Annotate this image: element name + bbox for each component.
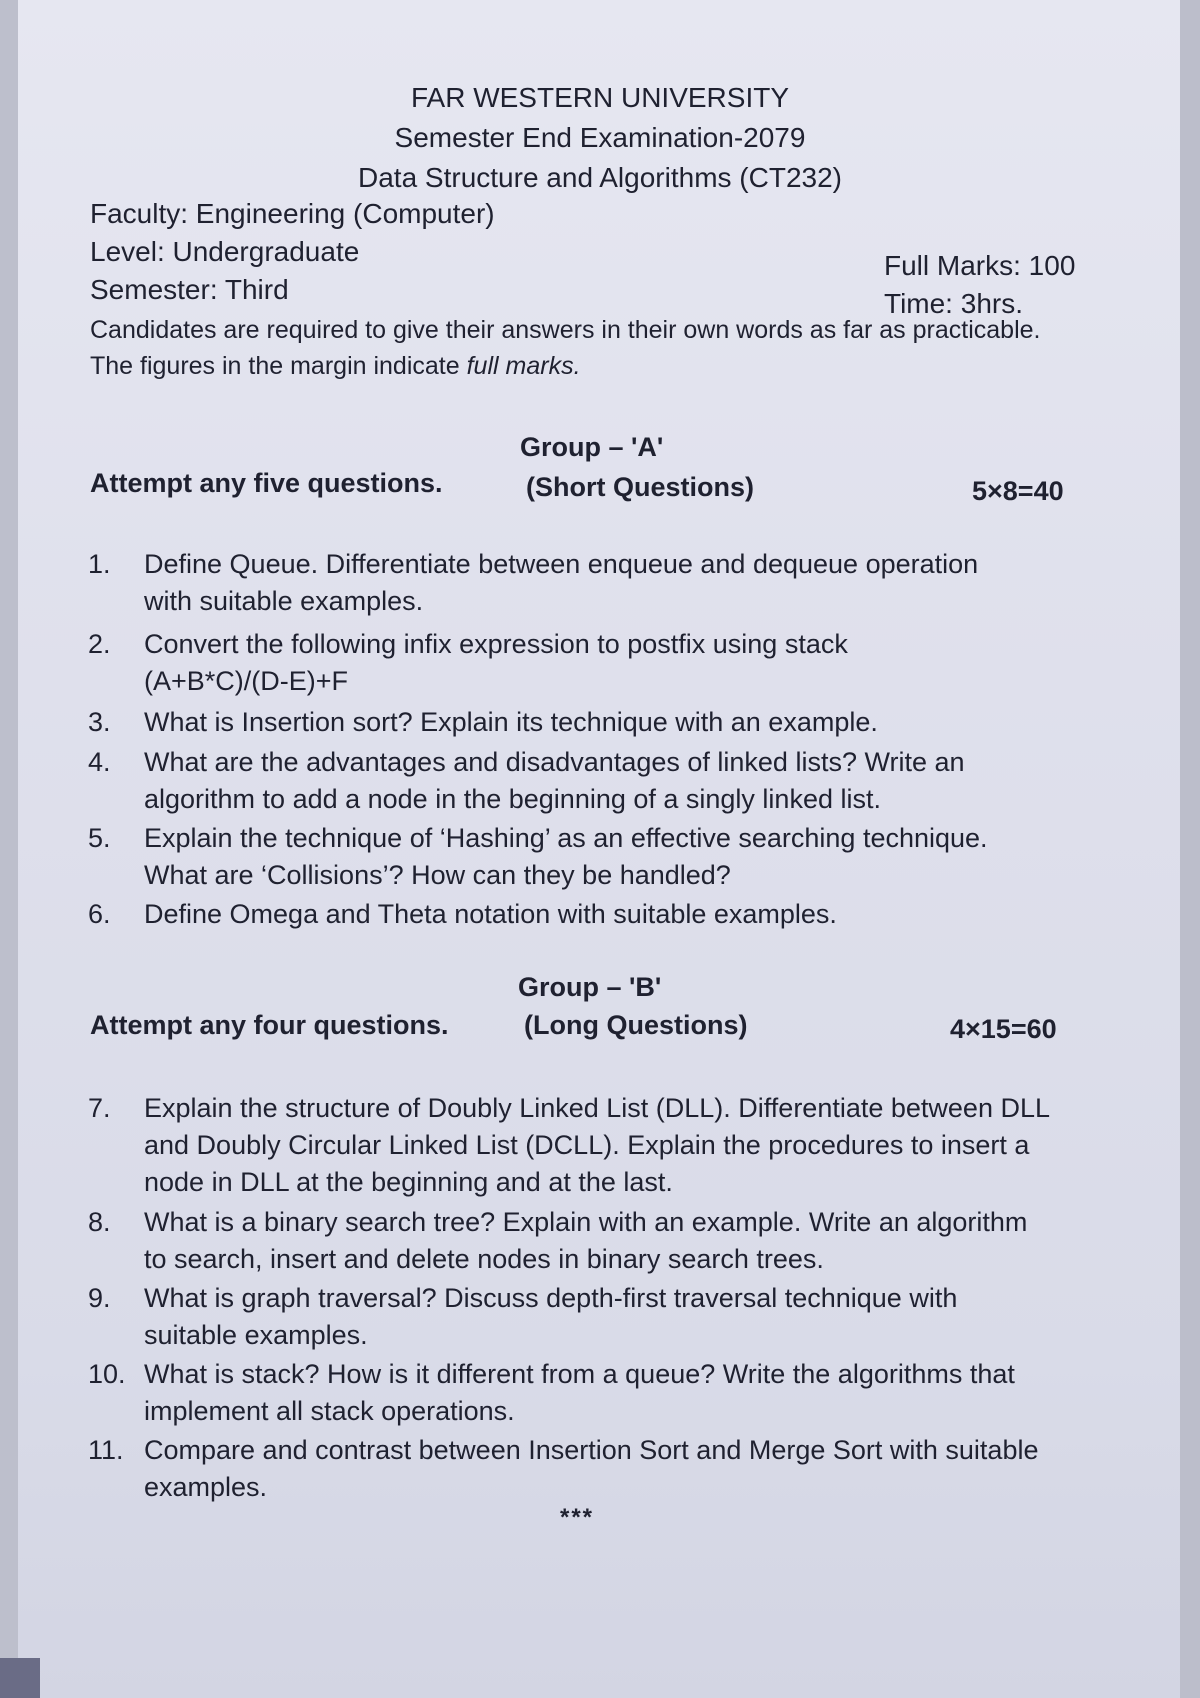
group-b-marks: 4×15=60	[950, 1014, 1057, 1044]
question-line: (A+B*C)/(D-E)+F	[144, 666, 349, 696]
scan-right-edge	[1180, 0, 1200, 1698]
university-title: FAR WESTERN UNIVERSITY	[410, 82, 790, 113]
question-number: 10.	[88, 1359, 126, 1389]
group-a-attempt: Attempt any five questions.	[90, 468, 443, 498]
question-line: Explain the structure of Doubly Linked List (DLL). Differentiate between DLL	[144, 1093, 1050, 1123]
semester-label: Semester: Third	[90, 274, 289, 305]
question-line: implement all stack operations.	[144, 1396, 515, 1426]
question-line: Define Omega and Theta notation with suitable examples.	[144, 899, 837, 929]
course-title: Data Structure and Algorithms (CT232)	[358, 162, 842, 193]
question-line: What is stack? How is it different from a queue? Write the algorithms that	[144, 1359, 1015, 1389]
question-line: Convert the following infix expression to postfix using stack	[144, 629, 848, 659]
question-line: What is Insertion sort? Explain its technique with an example.	[144, 707, 878, 737]
instruction-line-2	[90, 352, 1100, 381]
question-line: and Doubly Circular Linked List (DCLL). Explain the procedures to insert a	[144, 1130, 1030, 1160]
question-number: 3.	[88, 707, 111, 737]
group-a-title: Group – 'A'	[520, 432, 664, 462]
question-line: What are ‘Collisions’? How can they be handled?	[144, 860, 731, 890]
exam-title: Semester End Examination-2079	[394, 122, 806, 153]
question-line: Compare and contrast between Insertion Sort and Merge Sort with suitable	[144, 1435, 1039, 1465]
end-of-paper-mark: ***	[560, 1504, 595, 1531]
question-line: examples.	[144, 1472, 268, 1502]
question-line: with suitable examples.	[144, 586, 424, 616]
group-b-type: (Long Questions)	[524, 1010, 748, 1040]
question-line: What is graph traversal? Discuss depth-first traversal technique with	[144, 1283, 958, 1313]
question-line: suitable examples.	[144, 1320, 368, 1350]
group-b-attempt: Attempt any four questions.	[90, 1010, 449, 1040]
question-number: 11.	[88, 1435, 124, 1465]
faculty-label: Faculty: Engineering (Computer)	[90, 198, 495, 229]
question-number: 2.	[88, 629, 111, 659]
question-line: Define Queue. Differentiate between enqueue and dequeue operation	[144, 549, 979, 579]
group-a-marks: 5×8=40	[972, 476, 1064, 506]
full-marks-label: Full Marks: 100	[884, 250, 1076, 281]
scan-corner	[0, 1658, 40, 1698]
group-b-title: Group – 'B'	[518, 972, 662, 1002]
level-label: Level: Undergraduate	[90, 236, 360, 267]
question-number: 6.	[88, 899, 111, 929]
question-number: 8.	[88, 1207, 111, 1237]
instruction-text: The figures in the margin indicate	[90, 352, 460, 380]
instruction-line-1: Candidates are required to give their answers in their own words as far as practicable.	[90, 316, 1041, 344]
question-number: 1.	[88, 549, 111, 579]
question-number: 9.	[88, 1283, 111, 1313]
question-line: algorithm to add a node in the beginning of a singly linked list.	[144, 784, 881, 814]
question-line: Explain the technique of ‘Hashing’ as an effective searching technique.	[144, 823, 988, 853]
scan-left-edge	[0, 0, 18, 1698]
question-line: What is a binary search tree? Explain with an example. Write an algorithm	[144, 1207, 1028, 1237]
question-line: What are the advantages and disadvantages of linked lists? Write an	[144, 747, 965, 777]
group-a-type: (Short Questions)	[526, 472, 754, 502]
question-line: node in DLL at the beginning and at the last.	[144, 1167, 673, 1197]
time-label: Time: 3hrs.	[884, 288, 1023, 319]
question-line: to search, insert and delete nodes in binary search trees.	[144, 1244, 824, 1274]
instruction-emphasis: full marks.	[466, 352, 581, 380]
question-number: 7.	[88, 1093, 111, 1123]
question-number: 4.	[88, 747, 111, 777]
question-number: 5.	[88, 823, 111, 853]
